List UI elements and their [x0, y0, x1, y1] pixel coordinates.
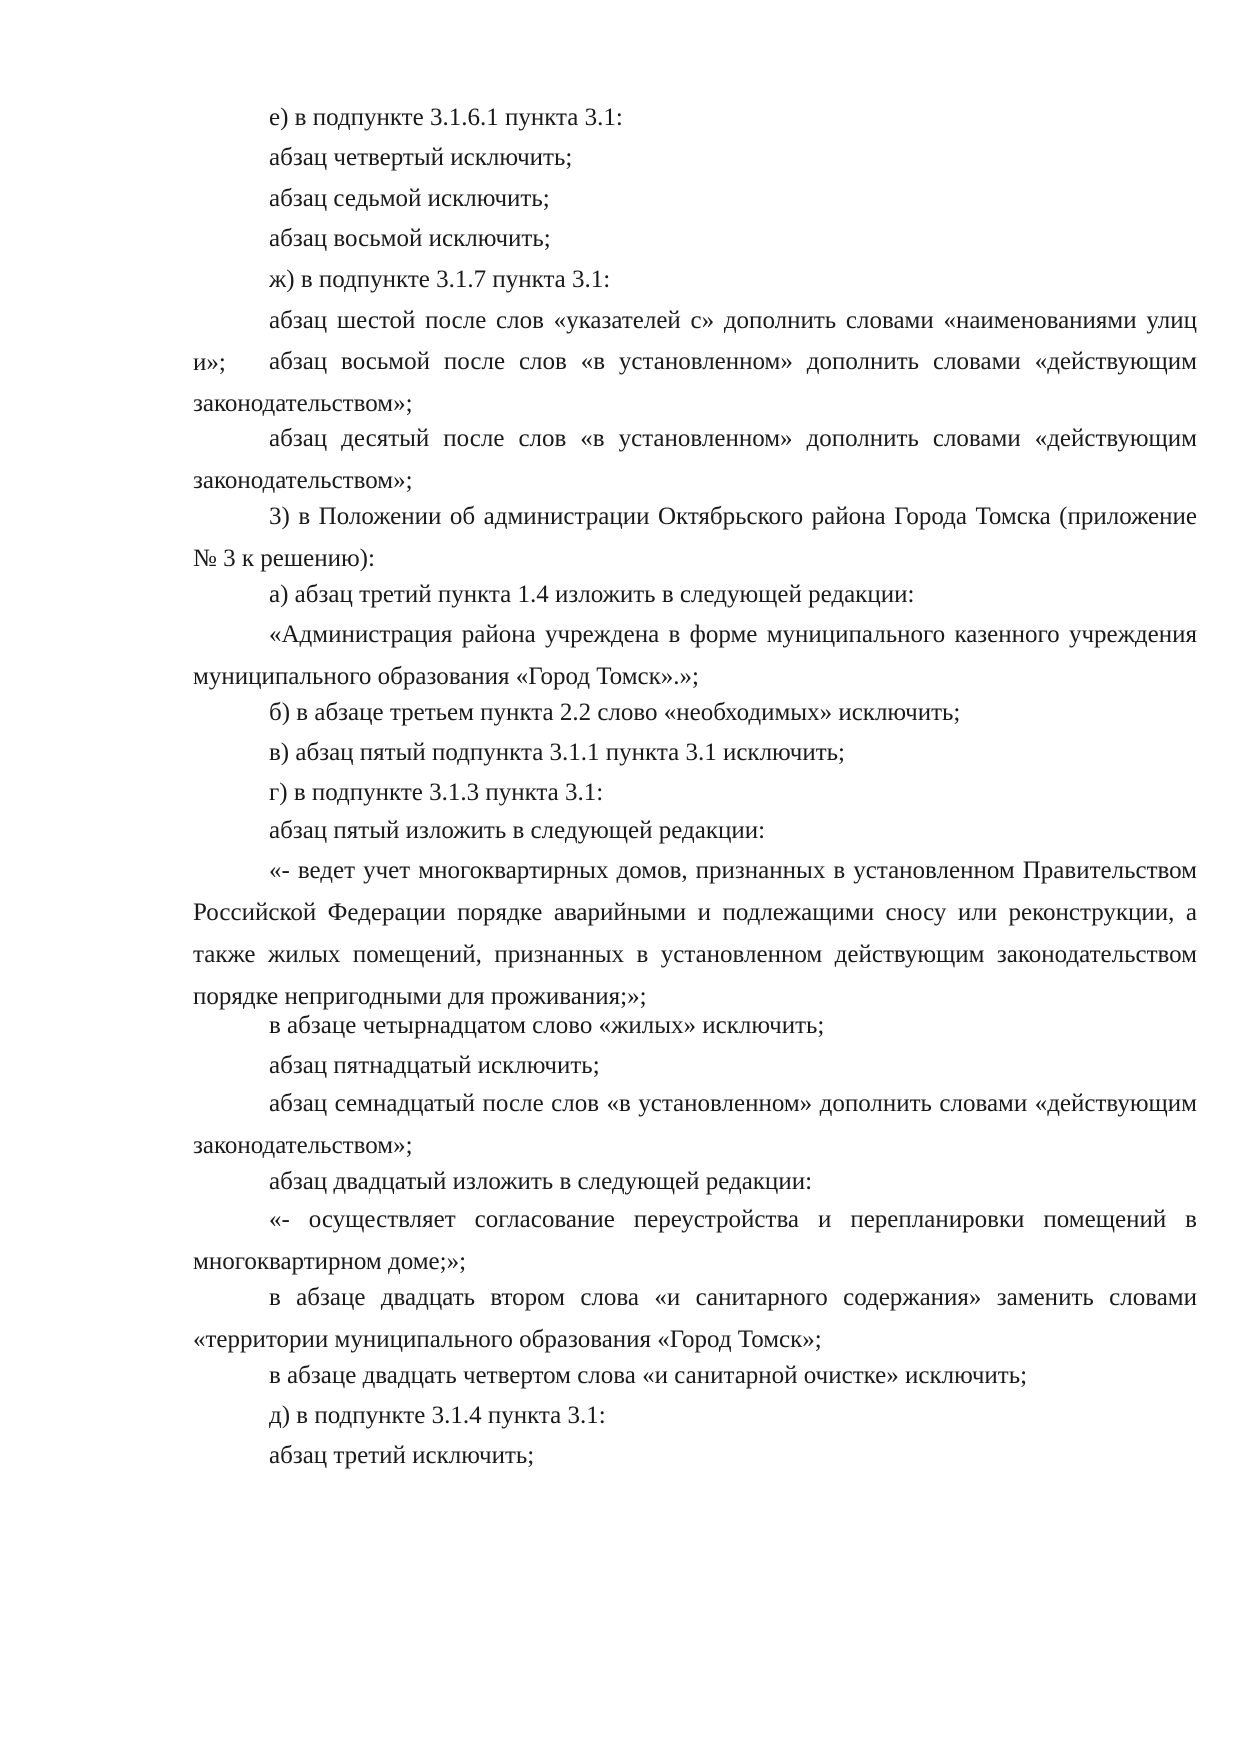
paragraph: «Администрация района учреждена в форме муниципального казенного учреждения муниципального образования «Город Томск».»; [193, 621, 1197, 690]
paragraph: абзац шестой после слов «указателей с» дополнить словами «наименованиями улиц и»; [193, 307, 1197, 376]
paragraph: в абзаце двадцать четвертом слова «и санитарной очистке» исключить; [269, 1362, 1028, 1389]
paragraph: 3) в Положении об администрации Октябрьского района Города Томска (приложение № 3 к решению): [193, 503, 1197, 572]
paragraph: ж) в подпункте 3.1.7 пункта 3.1: [269, 266, 611, 293]
paragraph: абзац восьмой исключить; [269, 225, 551, 252]
paragraph: в абзаце четырнадцатом слово «жилых» исключить; [269, 1012, 825, 1039]
paragraph: абзац четвертый исключить; [269, 144, 573, 171]
paragraph: б) в абзаце третьем пункта 2.2 слово «необходимых» исключить; [269, 699, 961, 726]
paragraph: е) в подпункте 3.1.6.1 пункта 3.1: [269, 104, 623, 131]
paragraph: «- ведет учет многоквартирных домов, признанных в установленном Правительством Российской Федерации порядке аварийными и подлежащими сносу или реконструкции, а также жилых помещений, признанных в установленном действующим законодательством порядке непригодными для проживания;»; [193, 857, 1197, 1010]
paragraph: абзац пятый изложить в следующей редакции: [269, 817, 766, 844]
paragraph: д) в подпункте 3.1.4 пункта 3.1: [269, 1402, 606, 1429]
paragraph: а) абзац третий пункта 1.4 изложить в следующей редакции: [269, 581, 915, 608]
paragraph: абзац десятый после слов «в установленном» дополнить словами «действующим законодательством»; [193, 425, 1197, 494]
paragraph: абзац восьмой после слов «в установленном» дополнить словами «действующим законодательством»; [193, 348, 1197, 417]
paragraph: г) в подпункте 3.1.3 пункта 3.1: [269, 779, 604, 806]
paragraph: «- осуществляет согласование переустройства и перепланировки помещений в многоквартирном доме;»; [193, 1206, 1197, 1275]
paragraph: абзац двадцатый изложить в следующей редакции: [269, 1168, 813, 1195]
paragraph: в абзаце двадцать втором слова «и санитарного содержания» заменить словами «территории муниципального образования «Город Томск»; [193, 1284, 1197, 1353]
paragraph: абзац седьмой исключить; [269, 185, 550, 212]
paragraph: абзац семнадцатый после слов «в установленном» дополнить словами «действующим законодательством»; [193, 1090, 1197, 1159]
paragraph: абзац пятнадцатый исключить; [269, 1052, 600, 1079]
paragraph: абзац третий исключить; [269, 1442, 535, 1469]
paragraph: в) абзац пятый подпункта 3.1.1 пункта 3.1 исключить; [269, 739, 846, 766]
